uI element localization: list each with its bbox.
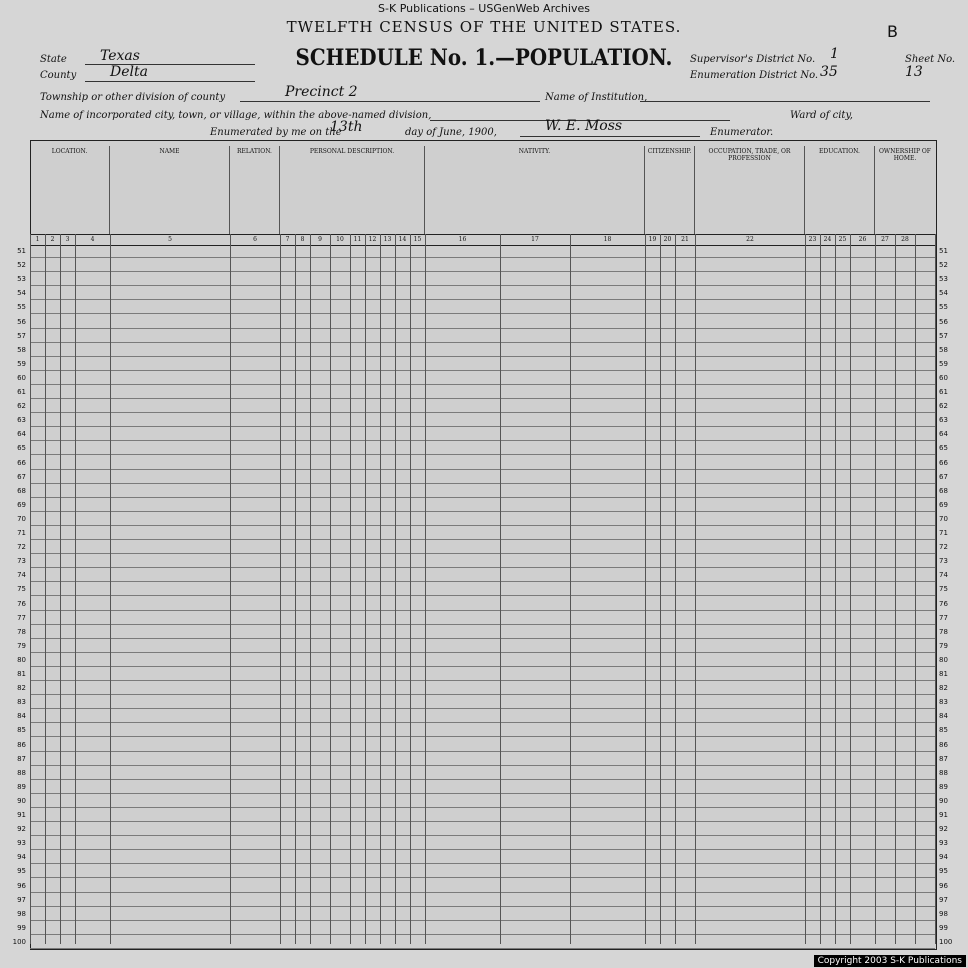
row-number-right: 86 <box>939 740 948 749</box>
row-number-right: 61 <box>939 388 948 396</box>
column-number: 9 <box>318 236 322 243</box>
supervisor-label: Supervisor's District No. <box>690 54 816 65</box>
row-number-left: 53 <box>17 275 26 284</box>
row-number-left: 56 <box>17 317 26 326</box>
ward-label: Ward of city, <box>790 110 853 121</box>
institution-label: Name of Institution, <box>545 92 648 103</box>
row-number-left: 63 <box>17 416 26 425</box>
county-value: Delta <box>110 64 148 80</box>
nativity-header: NATIVITY. <box>425 146 645 234</box>
education-header: EDUCATION. <box>805 146 875 234</box>
column-number: 4 <box>90 236 95 243</box>
row-number-left: 95 <box>17 867 26 876</box>
table-row <box>17 286 948 300</box>
row-number-right: 91 <box>939 811 948 819</box>
table-row <box>17 441 948 455</box>
occupation-header: OCCUPATION, TRADE, OR PROFESSION <box>695 146 805 234</box>
grid-line <box>675 234 676 944</box>
relation-header: RELATION. <box>230 146 280 234</box>
row-number-left: 83 <box>17 698 26 707</box>
table-row <box>17 625 948 639</box>
row-number-right: 70 <box>939 514 948 523</box>
table-row <box>17 850 948 864</box>
row-number-left: 100 <box>12 937 26 946</box>
county-underline <box>85 81 255 82</box>
row-number-left: 60 <box>17 373 26 382</box>
row-number-right: 64 <box>939 430 948 439</box>
row-number-right: 58 <box>939 345 948 354</box>
table-row <box>17 484 948 498</box>
grid-line <box>645 234 646 944</box>
row-number-left: 99 <box>17 923 26 932</box>
table-row <box>17 681 948 695</box>
row-number-right: 71 <box>939 529 948 537</box>
row-number-right: 51 <box>939 247 948 255</box>
table-row <box>17 893 948 907</box>
grid-line <box>380 234 381 944</box>
row-number-left: 70 <box>17 514 26 523</box>
table-row <box>17 723 948 737</box>
column-number: 25 <box>838 236 847 243</box>
enumeration-label: Enumeration District No. <box>690 70 819 81</box>
row-number-right: 84 <box>939 712 948 721</box>
table-row <box>17 921 948 935</box>
table-row <box>17 371 948 385</box>
grid-line <box>350 234 351 944</box>
table-row <box>17 554 948 568</box>
column-number: 19 <box>648 236 657 243</box>
row-number-left: 52 <box>17 261 26 270</box>
column-number: 28 <box>901 236 909 243</box>
grid-line <box>895 234 896 944</box>
row-number-right: 56 <box>939 317 948 326</box>
table-row <box>17 864 948 878</box>
table-row <box>17 413 948 427</box>
row-number-left: 84 <box>17 712 26 721</box>
table-row <box>17 667 948 681</box>
grid-line <box>875 234 876 944</box>
row-number-left: 76 <box>17 599 26 608</box>
column-number: 12 <box>368 236 377 243</box>
table-row <box>17 794 948 808</box>
row-number-right: 95 <box>939 867 948 876</box>
grid-line <box>75 234 76 944</box>
row-number-left: 65 <box>17 444 26 453</box>
supervisor-value: 1 <box>830 46 839 62</box>
row-number-right: 85 <box>939 726 948 735</box>
row-number-right: 76 <box>939 599 948 608</box>
row-number-right: 52 <box>939 261 948 270</box>
table-row <box>12 935 953 949</box>
grid-line <box>395 234 396 944</box>
table-row <box>17 540 948 554</box>
column-number: 20 <box>663 236 672 243</box>
grid-line <box>425 234 426 944</box>
table-row <box>17 244 948 258</box>
grid-line <box>310 234 311 944</box>
name-header: NAME <box>110 146 230 234</box>
column-number: 11 <box>353 236 362 243</box>
row-number-left: 79 <box>17 641 26 650</box>
table-row <box>17 836 948 850</box>
schedule-title: SCHEDULE No. 1.—POPULATION. <box>295 45 673 71</box>
row-number-right: 75 <box>939 585 948 594</box>
publisher-line: S-K Publications – USGenWeb Archives <box>378 2 590 15</box>
row-number-right: 68 <box>939 486 948 495</box>
row-number-right: 81 <box>939 670 948 678</box>
table-row <box>17 427 948 441</box>
township-label: Township or other division of county <box>40 92 226 103</box>
grid-line <box>835 234 836 944</box>
enumerator-label: Enumerator. <box>710 127 774 138</box>
grid-line <box>295 234 296 944</box>
row-number-right: 78 <box>939 627 948 636</box>
ownership-header: OWNERSHIP OF HOME. <box>879 148 931 162</box>
grid-line <box>60 234 61 944</box>
row-number-left: 75 <box>17 585 26 594</box>
row-number-right: 100 <box>939 937 953 946</box>
grid-line <box>280 234 281 944</box>
row-number-left: 64 <box>17 430 26 439</box>
enumerated-day: 13th <box>330 119 363 135</box>
location-header: LOCATION. <box>30 146 110 234</box>
row-number-left: 91 <box>17 811 26 819</box>
table-row <box>17 766 948 780</box>
column-number: 27 <box>881 236 889 243</box>
column-number: 3 <box>65 236 70 243</box>
row-number-right: 79 <box>939 641 948 650</box>
row-number-right: 59 <box>939 359 948 368</box>
row-number-right: 73 <box>939 557 948 566</box>
row-number-right: 67 <box>939 472 948 481</box>
column-number: 13 <box>383 236 392 243</box>
table-row <box>17 822 948 836</box>
row-number-right: 96 <box>939 881 948 890</box>
grid-line <box>45 234 46 944</box>
institution-underline <box>640 101 930 102</box>
table-row <box>17 611 948 625</box>
row-number-left: 77 <box>17 613 26 622</box>
row-number-left: 80 <box>17 655 26 664</box>
grid-line <box>365 234 366 944</box>
row-number-left: 51 <box>17 247 26 255</box>
grid-line <box>410 234 411 944</box>
column-number: 5 <box>168 236 172 243</box>
row-number-right: 80 <box>939 655 948 664</box>
enumerated-prefix: Enumerated by me on the <box>210 127 342 138</box>
row-number-right: 82 <box>939 684 948 693</box>
column-number: 24 <box>823 236 832 243</box>
table-row <box>17 709 948 723</box>
row-number-right: 62 <box>939 402 948 411</box>
row-number-left: 54 <box>17 289 26 298</box>
row-number-right: 55 <box>939 303 948 312</box>
row-number-left: 96 <box>17 881 26 890</box>
row-number-left: 72 <box>17 543 26 552</box>
row-number-right: 74 <box>939 571 948 580</box>
row-number-right: 63 <box>939 416 948 425</box>
table-row <box>17 470 948 484</box>
row-number-left: 94 <box>17 853 26 862</box>
table-row <box>17 272 948 286</box>
state-value: Texas <box>100 48 140 64</box>
row-number-left: 89 <box>17 782 26 791</box>
column-number: 6 <box>253 236 257 243</box>
table-row <box>17 343 948 357</box>
sheet-value: 13 <box>905 64 923 80</box>
row-number-left: 97 <box>17 895 26 904</box>
row-number-right: 99 <box>939 923 948 932</box>
table-row <box>17 512 948 526</box>
table-row <box>17 639 948 653</box>
table-row <box>17 385 948 399</box>
grid-line <box>695 234 696 944</box>
enumeration-value: 35 <box>820 64 838 80</box>
row-number-left: 69 <box>17 500 26 509</box>
row-number-right: 69 <box>939 500 948 509</box>
row-number-left: 92 <box>17 825 26 834</box>
table-row <box>17 526 948 540</box>
enumerator-underline <box>520 136 700 137</box>
table-row <box>17 879 948 893</box>
row-number-left: 62 <box>17 402 26 411</box>
row-number-right: 72 <box>939 543 948 552</box>
grid-line <box>30 234 31 944</box>
row-number-left: 57 <box>17 331 26 340</box>
row-number-right: 90 <box>939 796 948 805</box>
grid-line <box>570 234 571 944</box>
township-value: Precinct 2 <box>285 84 358 100</box>
table-row <box>17 399 948 413</box>
column-number: 7 <box>285 236 290 243</box>
county-label: County <box>40 70 77 81</box>
table-row <box>17 456 948 470</box>
row-number-right: 65 <box>939 444 948 453</box>
column-number: 8 <box>300 236 305 243</box>
table-row <box>17 568 948 582</box>
row-number-right: 94 <box>939 853 948 862</box>
grid-line <box>330 234 331 944</box>
row-number-right: 98 <box>939 909 948 918</box>
census-title: TWELFTH CENSUS OF THE UNITED STATES. <box>286 18 682 36</box>
row-number-right: 77 <box>939 613 948 622</box>
grid-line <box>935 234 936 944</box>
table-row <box>17 357 948 371</box>
table-row <box>17 315 948 329</box>
table-row <box>17 597 948 611</box>
row-number-left: 55 <box>17 303 26 312</box>
personal-description-header: PERSONAL DESCRIPTION. <box>280 146 425 234</box>
row-number-left: 93 <box>17 839 26 848</box>
row-number-right: 60 <box>939 373 948 382</box>
table-row <box>17 258 948 272</box>
table-row <box>17 752 948 766</box>
column-number: 17 <box>531 236 539 243</box>
row-number-left: 73 <box>17 557 26 566</box>
grid-line <box>110 234 111 944</box>
row-number-left: 61 <box>17 388 26 396</box>
row-number-right: 93 <box>939 839 948 848</box>
row-number-left: 85 <box>17 726 26 735</box>
table-row <box>17 653 948 667</box>
row-number-left: 71 <box>17 529 26 537</box>
row-number-left: 86 <box>17 740 26 749</box>
row-number-left: 74 <box>17 571 26 580</box>
grid-line <box>850 234 851 944</box>
row-number-right: 92 <box>939 825 948 834</box>
enumerator-name: W. E. Moss <box>545 118 623 134</box>
enumerated-suffix: day of June, 1900, <box>405 127 497 138</box>
column-number: 18 <box>603 236 612 243</box>
column-number: 22 <box>746 236 754 243</box>
row-number-left: 59 <box>17 359 26 368</box>
column-number: 21 <box>681 236 689 243</box>
row-number-right: 88 <box>939 768 948 777</box>
copyright-footer: Copyright 2003 S-K Publications <box>814 955 966 967</box>
column-number: 23 <box>808 236 817 243</box>
sheet-label: Sheet No. <box>905 54 956 65</box>
row-number-right: 57 <box>939 331 948 340</box>
column-number: 15 <box>413 236 422 243</box>
row-number-left: 87 <box>17 754 26 763</box>
grid-line <box>500 234 501 944</box>
grid-line <box>805 234 806 944</box>
row-number-right: 53 <box>939 275 948 284</box>
row-number-right: 97 <box>939 895 948 904</box>
state-label: State <box>40 54 67 65</box>
row-number-left: 68 <box>17 486 26 495</box>
table-row <box>17 300 948 314</box>
row-number-left: 78 <box>17 627 26 636</box>
row-number-left: 88 <box>17 768 26 777</box>
row-number-left: 98 <box>17 909 26 918</box>
grid-line <box>230 234 231 944</box>
grid-line <box>915 234 916 944</box>
table-row <box>17 808 948 822</box>
table-row <box>17 907 948 921</box>
column-number: 1 <box>35 236 40 243</box>
grid-line <box>660 234 661 944</box>
township-underline <box>240 101 540 102</box>
column-number: 2 <box>50 236 55 243</box>
column-number: 14 <box>398 236 407 243</box>
table-row <box>17 582 948 596</box>
grid-line <box>820 234 821 944</box>
row-number-right: 89 <box>939 782 948 791</box>
table-row <box>17 498 948 512</box>
row-number-left: 81 <box>17 670 26 678</box>
row-number-left: 82 <box>17 684 26 693</box>
row-number-left: 67 <box>17 472 26 481</box>
row-number-left: 90 <box>17 796 26 805</box>
citizenship-header: CITIZENSHIP. <box>645 146 695 234</box>
column-number: 16 <box>458 236 467 243</box>
table-row <box>17 780 948 794</box>
table-row <box>17 738 948 752</box>
column-number: 26 <box>858 236 867 243</box>
row-number-left: 58 <box>17 345 26 354</box>
row-number-left: 66 <box>17 458 26 467</box>
table-row <box>17 329 948 343</box>
row-number-right: 83 <box>939 698 948 707</box>
table-row <box>17 695 948 709</box>
row-number-right: 66 <box>939 458 948 467</box>
sheet-letter: B <box>887 22 898 41</box>
city-label: Name of incorporated city, town, or village, within the above-named division, <box>40 110 432 121</box>
row-number-right: 87 <box>939 754 948 763</box>
row-number-right: 54 <box>939 289 948 298</box>
column-number: 10 <box>336 236 344 243</box>
